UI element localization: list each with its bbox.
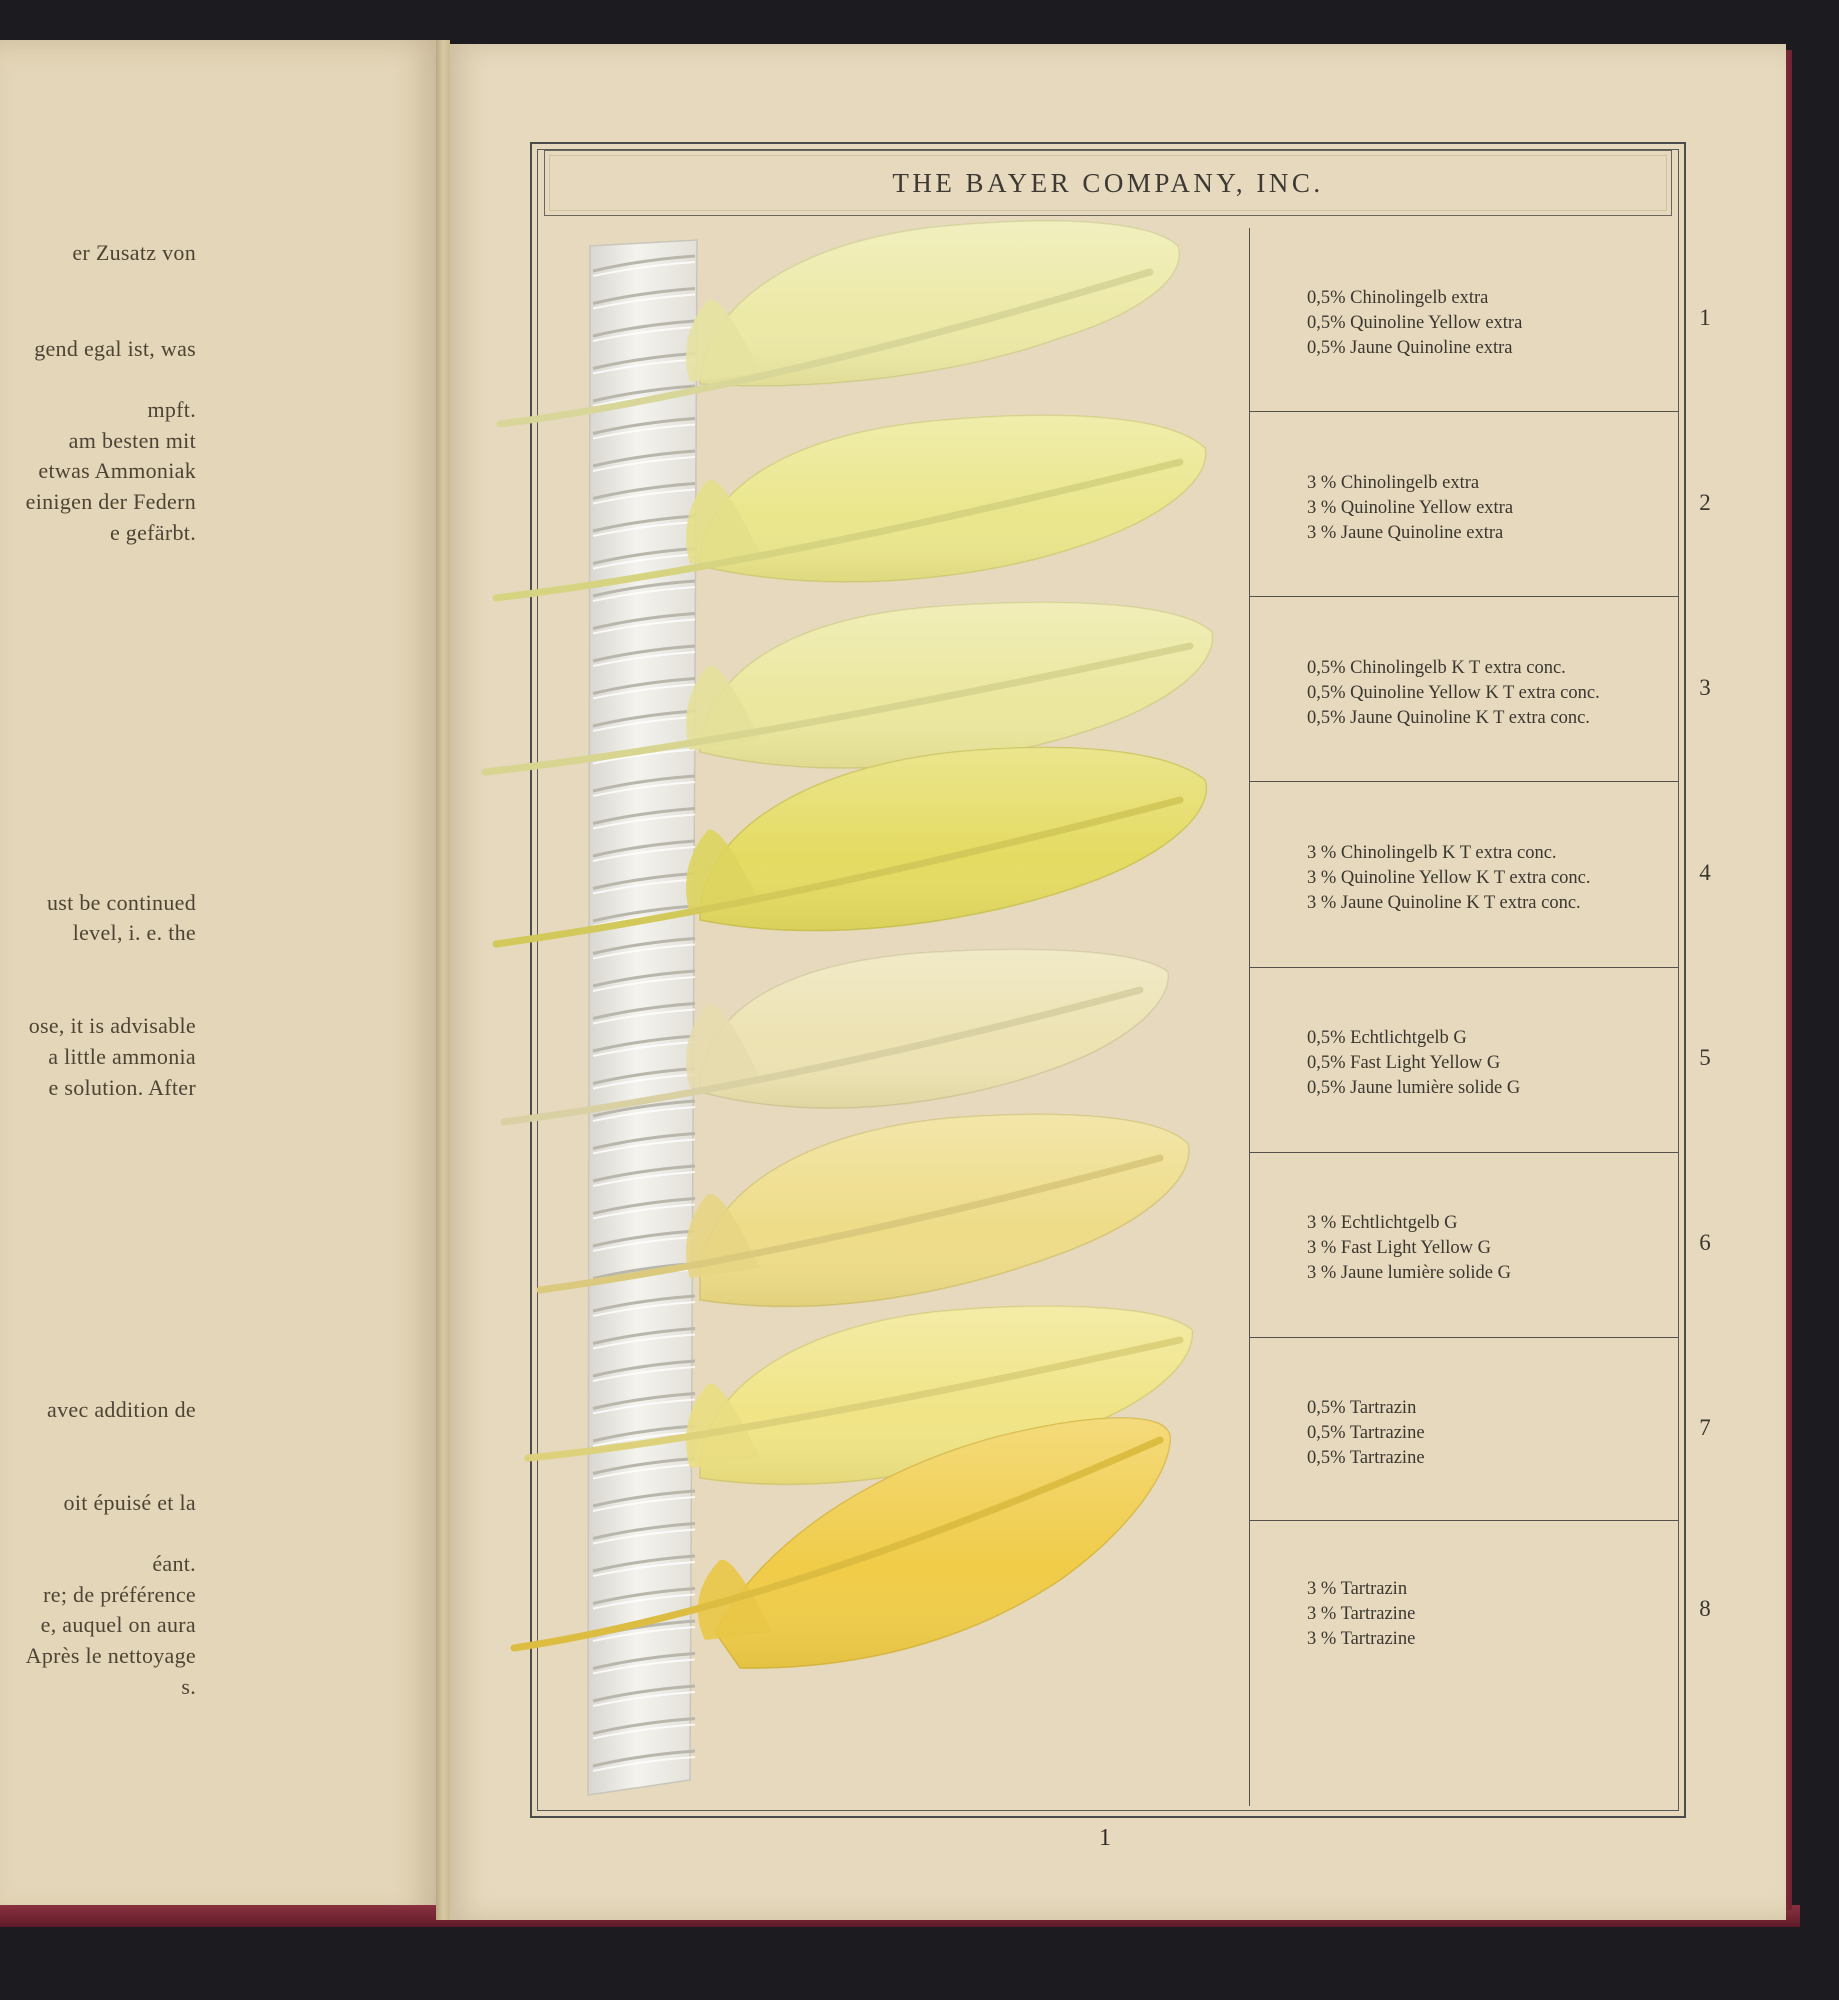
feather-sample-2 <box>496 415 1206 598</box>
dye-name-german: 0,5% Echtlichtgelb G <box>1307 1028 1467 1048</box>
row-number: 6 <box>1699 1230 1711 1255</box>
left-page-line: s. <box>181 1674 196 1699</box>
left-page-line: ose, it is advisable <box>28 1013 196 1038</box>
dye-name-english: 3 % Quinoline Yellow K T extra conc. <box>1307 868 1591 888</box>
dye-name-german: 0,5% Tartrazin <box>1307 1398 1417 1418</box>
left-page-line: einigen der Federn <box>25 489 196 514</box>
dye-name-english: 3 % Fast Light Yellow G <box>1307 1238 1491 1258</box>
row-number: 4 <box>1699 860 1711 885</box>
dye-name-french: 3 % Tartrazine <box>1307 1629 1416 1649</box>
dye-name-german: 3 % Tartrazin <box>1307 1579 1408 1599</box>
left-page-line: e, auquel on aura <box>40 1612 196 1637</box>
left-page-line: e gefärbt. <box>109 520 196 545</box>
feather-sample-6 <box>540 1114 1189 1306</box>
row-number: 5 <box>1699 1045 1711 1070</box>
dye-name-french: 0,5% Jaune Quinoline extra <box>1307 338 1513 358</box>
feather-shade <box>700 221 1179 386</box>
dye-name-french: 3 % Jaune Quinoline K T extra conc. <box>1307 893 1581 913</box>
feather-sample-1 <box>500 221 1179 424</box>
dye-name-english: 0,5% Fast Light Yellow G <box>1307 1053 1501 1073</box>
left-page-line: gend egal ist, was <box>34 336 196 361</box>
row-number: 8 <box>1699 1596 1711 1621</box>
dye-name-german: 0,5% Chinolingelb K T extra conc. <box>1307 658 1566 678</box>
dye-name-german: 0,5% Chinolingelb extra <box>1307 288 1489 308</box>
header-title: THE BAYER COMPANY, INC. <box>892 168 1324 198</box>
dye-name-german: 3 % Echtlichtgelb G <box>1307 1213 1458 1233</box>
page-number: 1 <box>1099 1825 1111 1851</box>
left-page-line: a little ammonia <box>48 1044 196 1069</box>
feather-shade <box>700 415 1206 581</box>
left-page-line: éant. <box>152 1551 196 1576</box>
left-page-line: e solution. After <box>48 1075 196 1100</box>
left-page-line: mpft. <box>147 397 196 422</box>
left-page-line: er Zusatz von <box>72 240 196 265</box>
row-number: 2 <box>1699 490 1711 515</box>
row-number: 7 <box>1699 1415 1711 1440</box>
feather-shade <box>700 949 1168 1108</box>
dye-name-french: 3 % Jaune Quinoline extra <box>1307 523 1504 543</box>
dye-name-english: 0,5% Quinoline Yellow K T extra conc. <box>1307 683 1600 703</box>
left-page-line: am besten mit <box>68 428 196 453</box>
left-page-line: oit épuisé et la <box>63 1490 196 1515</box>
dye-name-german: 3 % Chinolingelb extra <box>1307 473 1480 493</box>
feather-sample-3 <box>485 602 1213 772</box>
dye-name-german: 3 % Chinolingelb K T extra conc. <box>1307 843 1557 863</box>
dye-name-french: 0,5% Jaune Quinoline K T extra conc. <box>1307 708 1590 728</box>
dye-name-french: 0,5% Tartrazine <box>1307 1448 1425 1468</box>
row-number: 1 <box>1699 305 1711 330</box>
dye-name-french: 0,5% Jaune lumière solide G <box>1307 1078 1521 1098</box>
left-page-line: ust be continued <box>47 890 196 915</box>
dye-name-english: 0,5% Quinoline Yellow extra <box>1307 313 1523 333</box>
feather-shade <box>700 602 1213 768</box>
dye-name-english: 0,5% Tartrazine <box>1307 1423 1425 1443</box>
feather-sample-4 <box>496 748 1206 944</box>
left-page-line: level, i. e. the <box>72 920 196 945</box>
left-page-line: etwas Ammoniak <box>38 458 196 483</box>
feather-sample-5 <box>504 949 1168 1122</box>
dye-name-english: 3 % Tartrazine <box>1307 1604 1416 1624</box>
dye-name-french: 3 % Jaune lumière solide G <box>1307 1263 1511 1283</box>
left-page-line: avec addition de <box>47 1397 196 1422</box>
row-number: 3 <box>1699 675 1711 700</box>
dye-name-english: 3 % Quinoline Yellow extra <box>1307 498 1514 518</box>
left-page-line: Après le nettoyage <box>25 1643 196 1668</box>
feather-shade <box>700 748 1206 931</box>
left-page-line: re; de préférence <box>43 1582 196 1607</box>
